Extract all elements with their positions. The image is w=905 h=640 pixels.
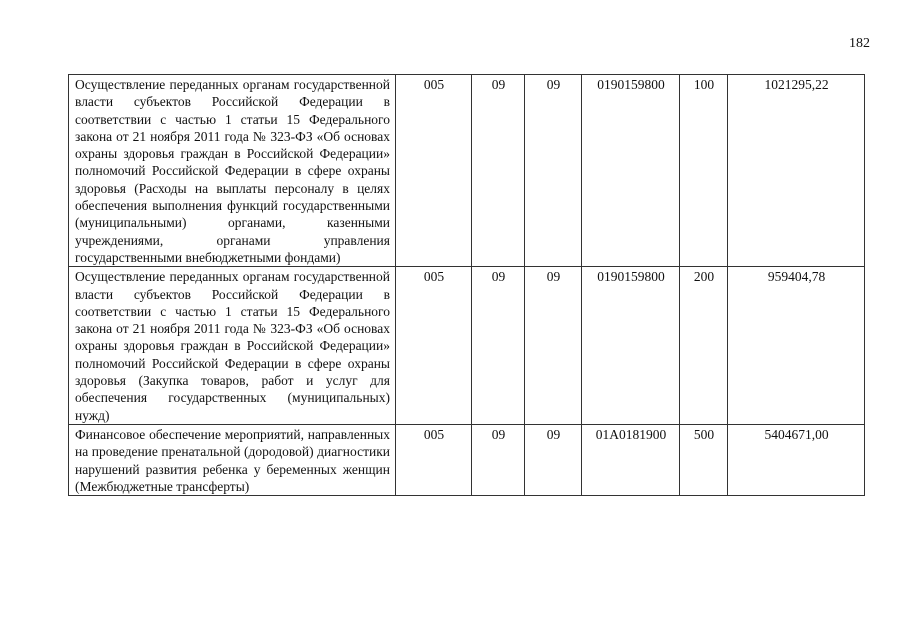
subsection-code: 09 (525, 267, 582, 425)
table-row (69, 267, 865, 425)
page-number: 182 (849, 36, 870, 51)
expense-description: Финансовое обеспечение мероприятий, направленных на проведение пренатальной (дородовой) диагностики нарушений развития ребенка у беременных женщин (Межбюджетные трансферты) (69, 424, 396, 495)
ministry-code: 005 (396, 75, 472, 267)
subsection-code: 09 (525, 75, 582, 267)
target-article-code: 0190159800 (582, 75, 680, 267)
target-article-code: 0190159800 (582, 267, 680, 425)
amount: 5404671,00 (728, 424, 865, 495)
section-code: 09 (472, 267, 525, 425)
amount: 1021295,22 (728, 75, 865, 267)
target-article-code: 01А0181900 (582, 424, 680, 495)
expense-description: Осуществление переданных органам государственной власти субъектов Российской Федерации в соответствии с частью 1 статьи 15 Федерального закона от 21 ноября 2011 года № 323-ФЗ «Об основах охраны здоровья граждан в Российской Федерации» полномочий Российской Федерации в сфере охраны здоровья (Закупка товаров, работ и услуг для обеспечения государственных (муниципальных) нужд) (69, 267, 396, 425)
subsection-code: 09 (525, 424, 582, 495)
table-row (69, 75, 865, 267)
expense-type-code: 500 (680, 424, 728, 495)
amount: 959404,78 (728, 267, 865, 425)
ministry-code: 005 (396, 424, 472, 495)
expense-type-code: 200 (680, 267, 728, 425)
budget-table (68, 74, 865, 496)
section-code: 09 (472, 424, 525, 495)
table-row (69, 424, 865, 495)
expense-description: Осуществление переданных органам государственной власти субъектов Российской Федерации в соответствии с частью 1 статьи 15 Федерального закона от 21 ноября 2011 года № 323-ФЗ «Об основах охраны здоровья граждан в Российской Федерации» полномочий Российской Федерации в сфере охраны здоровья (Расходы на выплаты персоналу в целях обеспечения выполнения функций государственными (муниципальными) органами, казенными учреждениями, органами управления государственными внебюджетными фондами) (69, 75, 396, 267)
ministry-code: 005 (396, 267, 472, 425)
section-code: 09 (472, 75, 525, 267)
expense-type-code: 100 (680, 75, 728, 267)
